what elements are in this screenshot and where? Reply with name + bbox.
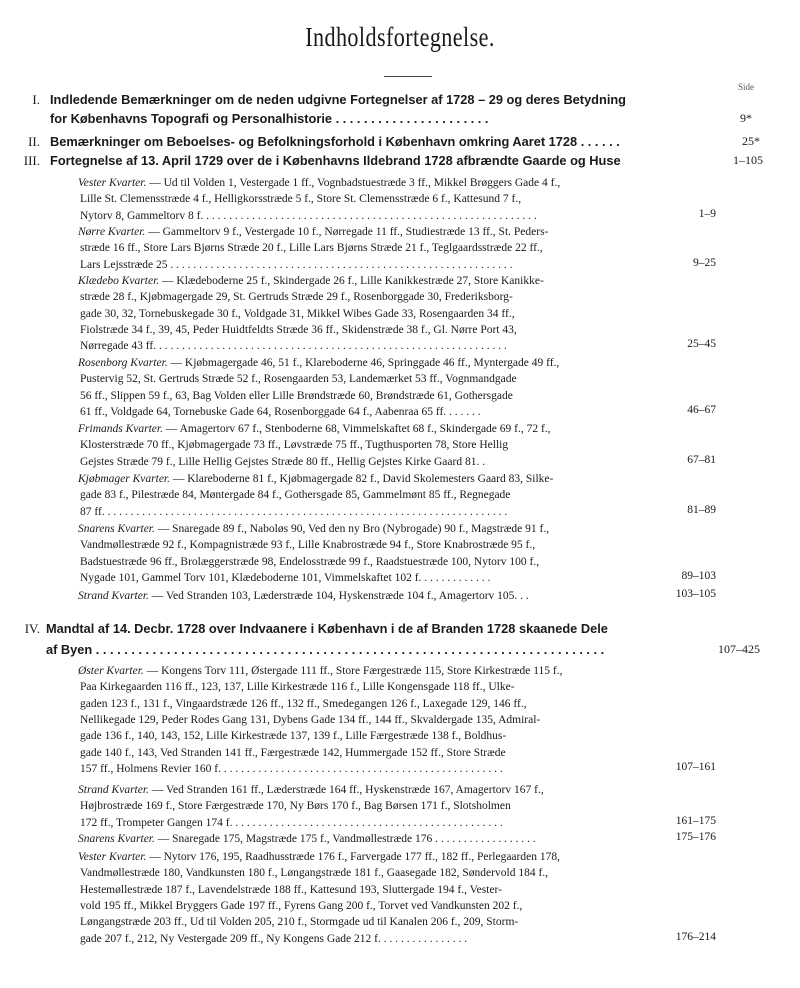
quarter-name: Frimands Kvarter. [78, 423, 163, 435]
entry-page: 175–176 [675, 831, 716, 843]
quarter-name: Strand Kvarter. [78, 784, 149, 796]
entry-text: — Snaregade 175, Magstræde 175 f., Vandmøllestræde 176 . . . . . . . . . . . . . . . . . . [154, 833, 536, 845]
entry-line [80, 240, 543, 256]
quarter-name: Strand Kvarter. [78, 590, 149, 602]
quarter-name: Klædebo Kvarter. [78, 275, 160, 287]
entry-line [78, 521, 549, 537]
entry-text: Løngangstræde 203 ff., Ud til Volden 205, 210 f., Stormgade ud til Kanalen 206 f., 209, Storm- [80, 916, 519, 929]
entry-text: Vandmøllestræde 92 f., Kompagnistræde 93 f., Lille Knabrostræde 94 f., Store Knabrostræde 95 f., [80, 539, 536, 552]
section-number: II. [28, 134, 40, 149]
entry-line [80, 570, 490, 586]
section-number: I. [32, 92, 40, 107]
entry-text: stræde 28 f., Kjøbmagergade 29, St. Gertruds Stræde 29 f., Rosenborggade 30, Frederiksborg- [80, 291, 513, 304]
entry-text: vold 195 ff., Mikkel Bryggers Gade 197 ff., Fyrens Gang 200 f., Torvet ved Vandkunsten 202 f., [80, 899, 523, 912]
entry-line [78, 782, 544, 798]
entry-line [80, 761, 503, 777]
entry-line [80, 931, 467, 947]
entry-text: Nygade 101, Gammel Torv 101, Klædeboderne 101, Vimmelskaftet 102 f. . . . . . . . . . . . . [80, 571, 491, 584]
entry-text: gade 140 f., 143, Ved Stranden 141 ff., Færgestræde 142, Hummergade 152 ff., Store Stræde [80, 746, 506, 759]
entry-line [78, 471, 553, 487]
quarter-name: Snarens Kvarter. [78, 523, 155, 535]
entry-text: Nytorv 8, Gammeltorv 8 f. . . . . . . . . . . . . . . . . . . . . . . . . . . . . . . . . . . . . . . . . . . . . . . . . . . . . . . . . . . [80, 209, 537, 222]
quarter-name: Øster Kvarter. [78, 665, 144, 677]
entry-page: 67–81 [687, 453, 716, 466]
entry-line [80, 208, 537, 224]
entry-page: 46–67 [687, 403, 716, 416]
entry-text: Gejstes Stræde 79 f., Lille Hellig Gejstes Stræde 80 ff., Hellig Gejstes Kirke Gaard 81. . [80, 455, 486, 468]
entry-line [80, 191, 521, 207]
entry-line [80, 679, 515, 695]
entry-text: gade 136 f., 140, 143, 152, Lille Kirkestræde 137, 139 f., Lille Færgestræde 138 f., Boldhus- [80, 730, 507, 743]
section-title-line: Indledende Bemærkninger om de neden udgivne Fortegnelser af 1728 – 29 og deres Betydning [50, 92, 627, 107]
section-number: III. [23, 153, 40, 168]
entry-page: 9–25 [693, 256, 716, 269]
section-title-line: af Byen . . . . . . . . . . . . . . . . . . . . . . . . . . . . . . . . . . . . . . . . . . . . . . . . . . . . . . . . . . . . . . . . . . . . . . . . [46, 642, 605, 657]
quarter-name: Nørre Kvarter. [78, 226, 146, 238]
entry-line [80, 371, 517, 387]
entry-line [80, 487, 510, 503]
entry-text: — Kongens Torv 111, Østergade 111 ff., Store Færgestræde 115, Store Kirkestræde 115 f., [143, 665, 563, 677]
entry-text: Hestemøllestræde 187 f., Lavendelstræde 188 ff., Kattesund 193, Sluttergade 194 f., Vester- [80, 883, 502, 896]
entry-line [78, 421, 551, 437]
entry-text: gade 207 f., 212, Ny Vestergade 209 ff., Ny Kongens Gade 212 f. . . . . . . . . . . . . . . . [80, 932, 468, 945]
entry-text: 61 ff., Voldgade 64, Tornebuske Gade 64, Rosenborggade 64 f., Aabenraa 65 ff. . . . . . . [80, 405, 481, 418]
entry-page: 1–9 [698, 207, 716, 220]
entry-line [80, 815, 503, 831]
entry-line [80, 898, 522, 914]
entry-line [80, 537, 535, 553]
entry-line [80, 388, 513, 404]
entry-line [80, 745, 506, 761]
entry-text: gade 83 f., Pilestræde 84, Møntergade 84 f., Gothersgade 85, Gammelmønt 85 ff., Regnegade [80, 489, 511, 502]
entry-text: Lars Lejsstræde 25 . . . . . . . . . . . . . . . . . . . . . . . . . . . . . . . . . . . . . . . . . . . . . . . . . . . . . . . . . . . . [80, 258, 513, 271]
entry-line [80, 289, 513, 305]
entry-text: gaden 123 f., 131 f., Vingaardstræde 126 ff., 132 ff., Smedegangen 126 f., Laxegade 129, 146 ff., [80, 697, 527, 710]
entry-text: — Snaregade 89 f., Naboløs 90, Ved den ny Bro (Nybrogade) 90 f., Magstræde 91 f., [154, 523, 550, 535]
entry-text: Nørregade 43 ff. . . . . . . . . . . . . . . . . . . . . . . . . . . . . . . . . . . . . . . . . . . . . . . . . . . . . . . . . . . . . . [80, 340, 507, 353]
entry-line [80, 865, 548, 881]
entry-page: 103–105 [675, 588, 716, 600]
entry-text: — Amagertorv 67 f., Stenboderne 68, Vimmelskaftet 68 f., Skindergade 69 f., 72 f., [162, 423, 551, 435]
entry-text: — Kjøbmagergade 46, 51 f., Klareboderne 46, Springgade 46 ff., Myntergade 49 ff., [167, 357, 560, 369]
entry-line [80, 437, 508, 453]
entry-line [78, 588, 529, 604]
entry-text: — Gammeltorv 9 f., Vestergade 10 f., Nørregade 11 ff., Studiestræde 13 ff., St. Peders- [145, 226, 549, 238]
entry-text: Paa Kirkegaarden 116 ff., 123, 137, Lille Kirkestræde 116 f., Lille Kongensgade 118 ff., Ulke- [80, 681, 515, 694]
entry-line [80, 504, 507, 520]
entry-text: 56 ff., Slippen 59 f., 63, Bag Volden eller Lille Brøndstræde 60, Brøndstræde 61, Gothersgade [80, 389, 513, 402]
quarter-name: Vester Kvarter. [78, 851, 147, 863]
entry-line [80, 554, 539, 570]
entry-text: Vandmøllestræde 180, Vandkunsten 180 f., Løngangstræde 181 f., Gaasegade 182, Søndervold 184 f., [80, 867, 549, 880]
entry-text: — Ved Stranden 103, Læderstræde 104, Hyskenstræde 104 f., Amagertorv 105. . . [148, 590, 529, 602]
entry-line [80, 322, 517, 338]
entry-line [78, 663, 563, 679]
entry-line [80, 454, 485, 470]
entry-text: — Ud til Volden 1, Vestergade 1 ff., Vognbadstuestræde 3 ff., Mikkel Brøggers Gade 4 f., [146, 177, 561, 189]
section-title-line: for Københavns Topografi og Personalhistorie . . . . . . . . . . . . . . . . . . . . . . [50, 111, 489, 126]
section-page: 107–425 [718, 642, 760, 656]
entry-page: 176–214 [675, 930, 716, 943]
entry-text: Nellikegade 129, Peder Rodes Gang 131, Dybens Gade 134 ff., 144 ff., Skvaldergade 135, Admiral- [80, 713, 541, 726]
entry-line [80, 257, 513, 273]
entry-line [80, 306, 515, 322]
entry-line [80, 798, 511, 814]
entry-page: 107–161 [675, 760, 716, 773]
section-page: 9* [740, 111, 752, 125]
quarter-name: Vester Kvarter. [78, 177, 147, 189]
page-column-label: Side [738, 82, 755, 92]
entry-text: Lille St. Clemensstræde 4 f., Helligkorsstræde 5 f., Store St. Clemensstræde 6 f., Kattesund 7 f., [80, 193, 522, 206]
section-title-line: Bemærkninger om Beboelses- og Befolkningsforhold i København omkring Aaret 1728 . . . . . . [50, 134, 620, 149]
entry-line [78, 273, 544, 289]
entry-line [78, 831, 536, 847]
quarter-name: Snarens Kvarter. [78, 833, 155, 845]
entry-text: gade 30, 32, Tornebuskegade 30 f., Voldgade 31, Mikkel Wibes Gade 33, Rosengaarden 34 ff., [80, 307, 515, 320]
title-divider [384, 76, 432, 77]
entry-line [80, 882, 502, 898]
entry-line [78, 224, 548, 240]
entry-line [80, 404, 481, 420]
entry-text: — Ved Stranden 161 ff., Læderstræde 164 ff., Hyskenstræde 167, Amagertorv 167 f., [148, 784, 544, 796]
entry-text: — Klædeboderne 25 f., Skindergade 26 f., Lille Kanikkestræde 27, Store Kanikke- [159, 275, 544, 287]
section-page: 1–105 [733, 153, 763, 167]
entry-page: 161–175 [675, 814, 716, 827]
section-title-line: Fortegnelse af 13. April 1729 over de i Københavns Ildebrand 1728 afbrændte Gaarde og Huse [50, 153, 621, 168]
entry-line [80, 696, 527, 712]
entry-line [80, 338, 507, 354]
entry-text: Badstuestræde 96 ff., Brolæggerstræde 98, Endelosstræde 99 f., Raadstuestræde 100, Nytorv 100 f., [80, 555, 540, 568]
entry-text: stræde 16 ff., Store Lars Bjørns Stræde 20 f., Lille Lars Bjørns Stræde 21 f., Teglgaardsstræde 22 ff., [80, 242, 543, 255]
entry-text: 87 ff. . . . . . . . . . . . . . . . . . . . . . . . . . . . . . . . . . . . . . . . . . . . . . . . . . . . . . . . . . . . . . . . . . . . . . . [80, 505, 508, 518]
entry-line [80, 712, 540, 728]
entry-text: Klosterstræde 70 ff., Kjøbmagergade 73 ff., Løvstræde 75 ff., Tugthusporten 78, Store Hellig [80, 439, 509, 452]
entry-line [80, 728, 506, 744]
page-title: Indholdsfortegnelse. [305, 22, 495, 52]
entry-page: 81–89 [687, 503, 716, 516]
entry-page: 89–103 [681, 569, 716, 582]
section-page: 25* [742, 134, 760, 148]
entry-text: Fiolstræde 34 f., 39, 45, Peder Huidtfeldts Stræde 36 ff., Skidenstræde 38 f., Gl. Nørre Port 43, [80, 323, 517, 336]
quarter-name: Kjøbmager Kvarter. [78, 473, 170, 485]
entry-text: — Nytorv 176, 195, Raadhusstræde 176 f., Farvergade 177 ff., 182 ff., Perlegaarden 178, [146, 851, 560, 863]
quarter-name: Rosenborg Kvarter. [78, 357, 168, 369]
section-title-line: Mandtal af 14. Decbr. 1728 over Indvaanere i København i de af Branden 1728 skaanede Dele [46, 621, 608, 636]
entry-line [78, 355, 559, 371]
section-number: IV. [24, 621, 40, 636]
entry-line [78, 849, 560, 865]
entry-line [78, 175, 560, 191]
entry-line [80, 914, 518, 930]
entry-text: 157 ff., Holmens Revier 160 f. . . . . . . . . . . . . . . . . . . . . . . . . . . . . . . . . . . . . . . . . . . . . . . . . . [80, 762, 503, 775]
entry-page: 25–45 [687, 338, 716, 351]
entry-text: Pustervig 52, St. Gertruds Stræde 52 f., Rosengaarden 53, Landemærket 53 ff., Vognmandgade [80, 373, 517, 386]
entry-text: Højbrostræde 169 f., Store Færgestræde 170, Ny Børs 170 f., Bag Børsen 171 f., Slotsholmen [80, 800, 511, 813]
entry-text: — Klareboderne 81 f., Kjøbmagergade 82 f., David Skolemesters Gaard 83, Silke- [170, 473, 554, 485]
entry-text: 172 ff., Trompeter Gangen 174 f. . . . . . . . . . . . . . . . . . . . . . . . . . . . . . . . . . . . . . . . . . . . . . . . [80, 816, 503, 829]
